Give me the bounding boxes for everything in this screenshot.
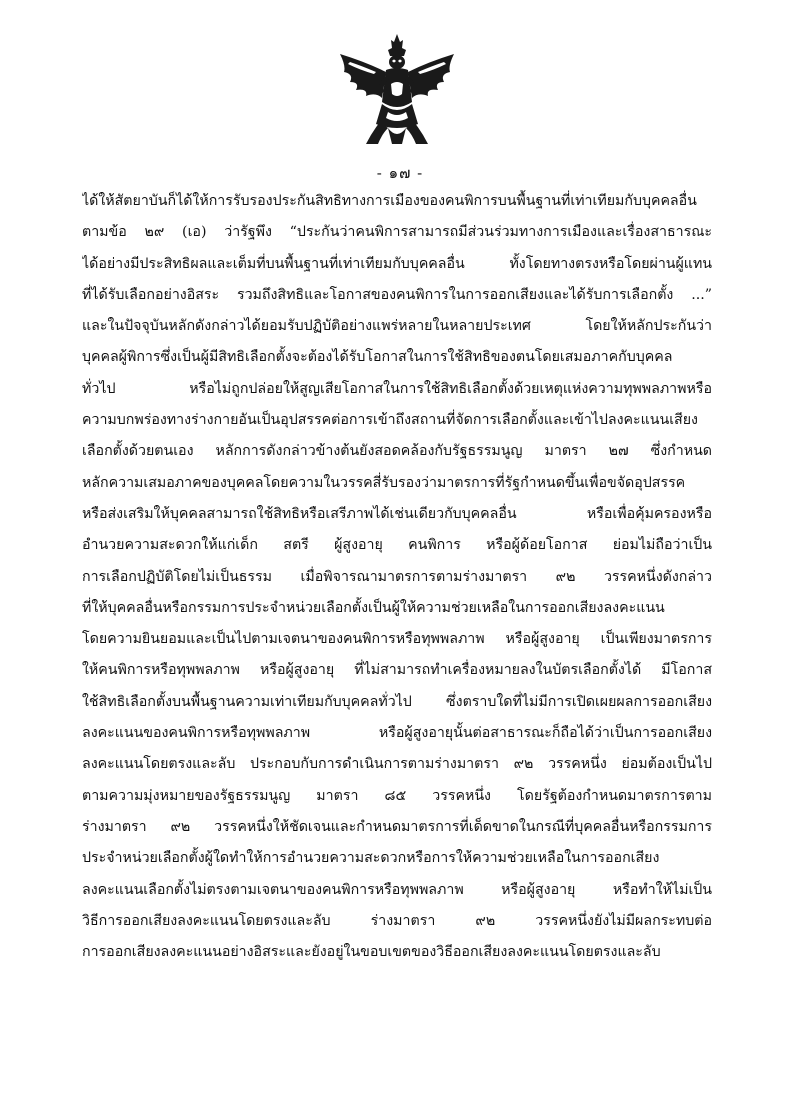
text-line: ความบกพร่องทางร่างกายอันเป็นอุปสรรคต่อการเข้าถึงสถานที่จัดการเลือกตั้งและเข้าไปลงคะแนนเสียง [82, 412, 698, 429]
text-line: ให้คนพิการหรือทุพพลภาพ หรือผู้สูงอายุ ที่ไม่สามารถทำเครื่องหมายลงในบัตรเลือกตั้งได้ มีโอกาส [82, 662, 712, 679]
text-line: หรือส่งเสริมให้บุคคลสามารถใช้สิทธิหรือเสรีภาพได้เช่นเดียวกับบุคคลอื่น หรือเพื่อคุ้มครองหรือ [82, 505, 712, 522]
text-line: บุคคลผู้พิการซึ่งเป็นผู้มีสิทธิเลือกตั้งจะต้องได้รับโอกาสในการใช้สิทธิของตนโดยเสมอภาคกับบุคคล [82, 349, 673, 366]
text-line: ใช้สิทธิเลือกตั้งบนพื้นฐานความเท่าเทียมกับบุคคลทั่วไป ซึ่งตราบใดที่ไม่มีการเปิดเผยผลการออกเสียง [82, 693, 712, 710]
text-line: ได้ให้สัตยาบันก็ได้ให้การรับรองประกันสิทธิทางการเมืองของคนพิการบนพื้นฐานที่เท่าเทียมกับบุคคลอื่น [82, 193, 697, 209]
body-text [82, 186, 712, 968]
text-line: ทั่วไป หรือไม่ถูกปล่อยให้สูญเสียโอกาสในการใช้สิทธิเลือกตั้งด้วยเหตุแห่งความทุพพลภาพหรือ [82, 380, 712, 397]
text-line: ตามข้อ ๒๙ (เอ) ว่ารัฐพึง “ประกันว่าคนพิการสามารถมีส่วนร่วมทางการเมืองและเรื่องสาธารณะ [82, 224, 712, 241]
text-line: ลงคะแนนของคนพิการหรือทุพพลภาพ หรือผู้สูงอายุนั้นต่อสาธารณะก็ถือได้ว่าเป็นการออกเสียง [82, 725, 712, 742]
text-line: ที่ให้บุคคลอื่นหรือกรรมการประจำหน่วยเลือกตั้งเป็นผู้ให้ความช่วยเหลือในการออกเสียงลงคะแนน [82, 599, 665, 616]
text-line: ประจำหน่วยเลือกตั้งผู้ใดทำให้การอำนวยความสะดวกหรือการให้ความช่วยเหลือในการออกเสียง [82, 850, 660, 867]
text-line: ตามความมุ่งหมายของรัฐธรรมนูญ มาตรา ๘๕ วรรคหนึ่ง โดยรัฐต้องกำหนดมาตรการตาม [82, 787, 712, 804]
text-line: โดยความยินยอมและเป็นไปตามเจตนาของคนพิการหรือทุพพลภาพ หรือผู้สูงอายุ เป็นเพียงมาตรการ [82, 631, 712, 648]
text-line: อำนวยความสะดวกให้แก่เด็ก สตรี ผู้สูงอายุ คนพิการ หรือผู้ด้อยโอกาส ย่อมไม่ถือว่าเป็น [82, 537, 712, 554]
text-line: และในปัจจุบันหลักดังกล่าวได้ยอมรับปฏิบัติอย่างแพร่หลายในหลายประเทศ โดยให้หลักประกันว่า [82, 318, 712, 335]
text-line: ที่ได้รับเลือกอย่างอิสระ รวมถึงสิทธิและโอกาสของคนพิการในการออกเสียงและได้รับการเลือกตั้ง ...” [82, 286, 712, 303]
text-line: ได้อย่างมีประสิทธิผลและเต็มที่บนพื้นฐานที่เท่าเทียมกับบุคคลอื่น ทั้งโดยทางตรงหรือโดยผ่านผู้แทน [82, 255, 712, 272]
text-line: ลงคะแนนเลือกตั้งไม่ตรงตามเจตนาของคนพิการหรือทุพพลภาพ หรือผู้สูงอายุ หรือทำให้ไม่เป็น [82, 881, 712, 898]
text-line: วิธีการออกเสียงลงคะแนนโดยตรงและลับ ร่างมาตรา ๙๒ วรรคหนึ่งยังไม่มีผลกระทบต่อ [82, 912, 712, 929]
text-line: การออกเสียงลงคะแนนอย่างอิสระและยังอยู่ในขอบเขตของวิธีออกเสียงลงคะแนนโดยตรงและลับ [82, 944, 661, 961]
page-number: - ๑๗ - [376, 164, 424, 182]
text-line: เลือกตั้งด้วยตนเอง หลักการดังกล่าวข้างต้นยังสอดคล้องกับรัฐธรรมนูญ มาตรา ๒๗ ซึ่งกำหนด [82, 443, 712, 460]
garuda-emblem-icon [336, 32, 458, 150]
text-line: หลักความเสมอภาคของบุคคลโดยความในวรรคสี่รับรองว่ามาตรการที่รัฐกำหนดขึ้นเพื่อขจัดอุปสรรค [82, 474, 686, 491]
text-line: ร่างมาตรา ๙๒ วรรคหนึ่งให้ชัดเจนและกำหนดมาตรการที่เด็ดขาดในกรณีที่บุคคลอื่นหรือกรรมการ [82, 818, 712, 835]
text-line: การเลือกปฏิบัติโดยไม่เป็นธรรม เมื่อพิจารณามาตรการตามร่างมาตรา ๙๒ วรรคหนึ่งดังกล่าว [82, 568, 712, 585]
text-line: ลงคะแนนโดยตรงและลับ ประกอบกับการดำเนินการตามร่างมาตรา ๙๒ วรรคหนึ่ง ย่อมต้องเป็นไป [82, 756, 712, 773]
